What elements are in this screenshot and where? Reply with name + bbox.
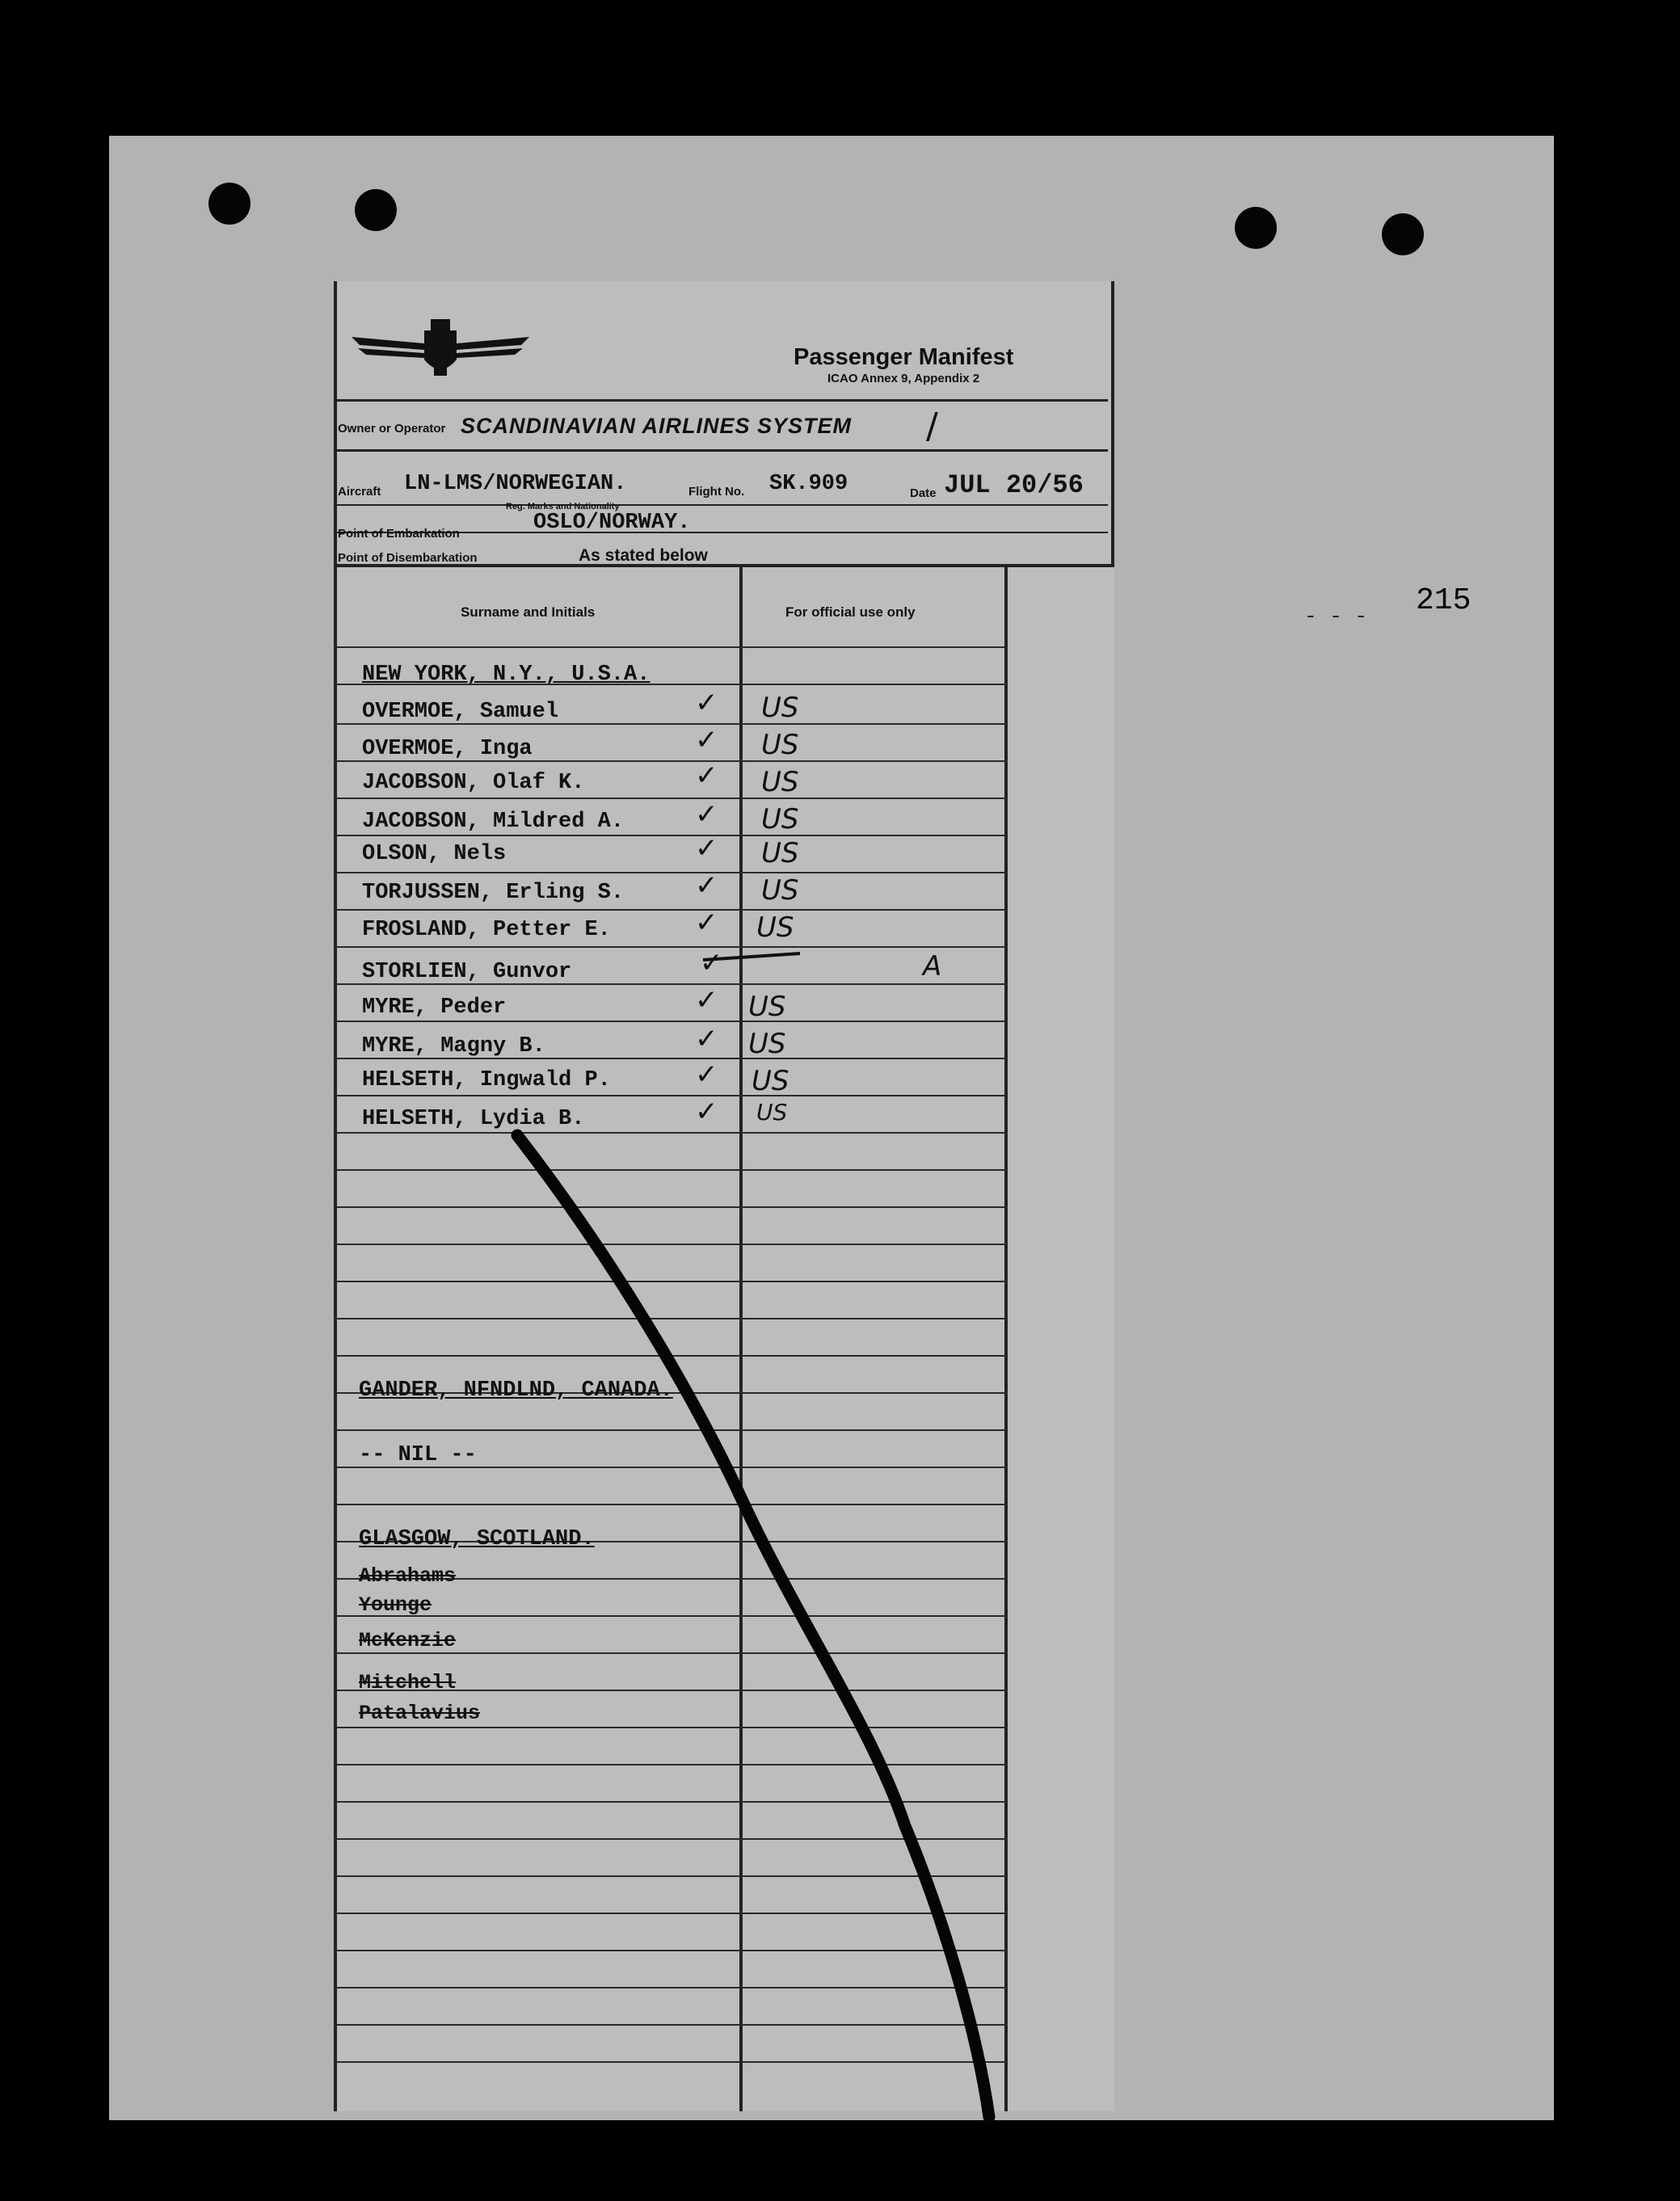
row-rule [334, 872, 1008, 873]
row-rule [334, 1950, 1008, 1951]
form-title: Passenger Manifest [794, 344, 1014, 370]
row-rule [334, 1615, 1008, 1617]
row-rule [334, 1169, 1008, 1171]
check-mark: ✓ [695, 1058, 718, 1091]
official-mark: US [756, 1099, 788, 1126]
check-mark: ✓ [695, 1096, 718, 1128]
row-rule [334, 1652, 1008, 1654]
row-rule [334, 1281, 1008, 1282]
check-mark: ✓ [695, 798, 718, 831]
passenger-name: HELSETH, Lydia B. [362, 1107, 585, 1131]
passenger-name: JACOBSON, Mildred A. [362, 810, 625, 834]
official-mark: US [761, 803, 799, 835]
column-header-official: For official use only [785, 604, 916, 620]
rule [334, 449, 1108, 452]
column-header-names: Surname and Initials [461, 604, 596, 620]
official-mark: US [761, 874, 799, 907]
struck-passenger: Abrahams [359, 1564, 457, 1588]
check-mark: ✓ [695, 687, 718, 719]
disembarkation-value: As stated below [579, 546, 708, 565]
row-rule [334, 1764, 1008, 1765]
row-rule [334, 1206, 1008, 1208]
punch-hole [1382, 213, 1424, 255]
row-rule [334, 1021, 1008, 1022]
row-rule [334, 1244, 1008, 1245]
check-mark: ✓ [695, 907, 718, 939]
passenger-name: OVERMOE, Inga [362, 737, 533, 761]
check-mark: ✓ [695, 984, 718, 1016]
flight-no-label: Flight No. [688, 485, 745, 499]
punch-hole [1235, 207, 1277, 249]
check-mark: ✓ [695, 1023, 718, 1055]
official-mark: US [748, 991, 786, 1023]
row-rule [334, 1132, 1008, 1134]
check-mark: ✓ [695, 869, 718, 902]
disembarkation-label: Point of Disembarkation [338, 551, 478, 565]
flight-no-value: SK.909 [769, 472, 848, 496]
check-mark: ✓ [695, 760, 718, 792]
row-rule [334, 1727, 1008, 1728]
official-mark: US [761, 766, 799, 798]
page-tick-marks: - - - [1304, 604, 1368, 629]
section-heading: GANDER, NFNDLND, CANADA. [359, 1378, 673, 1403]
passenger-name: OLSON, Nels [362, 842, 507, 866]
page-number: 215 [1416, 583, 1472, 618]
official-mark: A [923, 950, 942, 983]
passenger-name: MYRE, Magny B. [362, 1034, 545, 1058]
row-rule [334, 797, 1008, 799]
row-rule [334, 1504, 1008, 1505]
struck-passenger: Mitchell [359, 1671, 457, 1694]
row-rule [334, 646, 1008, 648]
embarkation-label: Point of Embarkation [338, 527, 460, 541]
nil-note: -- NIL -- [359, 1443, 477, 1467]
row-rule [334, 1913, 1008, 1914]
struck-passenger: McKenzie [359, 1629, 457, 1652]
row-rule [334, 2024, 1008, 2026]
aircraft-label: Aircraft [338, 485, 381, 499]
row-rule [334, 1355, 1008, 1357]
row-rule [334, 1987, 1008, 1988]
passenger-name: HELSETH, Ingwald P. [362, 1068, 611, 1092]
row-rule [334, 1095, 1008, 1096]
official-mark: US [761, 692, 799, 724]
check-mark: ✓ [695, 724, 718, 756]
passenger-name: TORJUSSEN, Erling S. [362, 881, 625, 905]
row-rule [334, 2061, 1008, 2063]
aircraft-value: LN-LMS/NORWEGIAN. [404, 472, 627, 496]
embarkation-value: OSLO/NORWAY. [533, 511, 691, 535]
official-mark: US [748, 1028, 786, 1060]
row-rule [334, 1838, 1008, 1840]
passenger-name: MYRE, Peder [362, 995, 507, 1020]
date-label: Date [910, 486, 937, 500]
punch-hole [208, 183, 251, 225]
rule [334, 399, 1108, 402]
official-mark: US [756, 911, 794, 944]
passenger-name: JACOBSON, Olaf K. [362, 771, 585, 795]
airline-logo-icon [343, 311, 537, 384]
struck-passenger: Patalavius [359, 1702, 481, 1725]
passenger-name: OVERMOE, Samuel [362, 700, 559, 724]
check-mark: ✓ [695, 832, 718, 865]
section-heading: GLASGOW, SCOTLAND. [359, 1527, 595, 1551]
check-mark: ✓ [700, 947, 723, 979]
row-rule [334, 1318, 1008, 1319]
row-rule [334, 1875, 1008, 1877]
official-mark: US [761, 837, 799, 869]
reg-marks-label: Reg. Marks and Nationality [506, 502, 620, 511]
official-mark: US [761, 729, 799, 761]
official-mark: US [752, 1065, 789, 1097]
form-subtitle: ICAO Annex 9, Appendix 2 [827, 372, 980, 385]
rule [334, 504, 1108, 506]
owner-tick: / [926, 406, 938, 447]
row-rule [334, 835, 1008, 836]
passenger-name: STORLIEN, Gunvor [362, 960, 572, 984]
struck-passenger: Younge [359, 1593, 432, 1617]
row-rule [334, 1801, 1008, 1803]
passenger-name: FROSLAND, Petter E. [362, 918, 611, 942]
date-value: JUL 20/56 [944, 470, 1084, 500]
punch-hole [355, 189, 397, 231]
row-rule [334, 946, 1008, 948]
owner-value: SCANDINAVIAN AIRLINES SYSTEM [461, 414, 853, 438]
section-heading: NEW YORK, N.Y., U.S.A. [362, 663, 651, 687]
row-rule [334, 1429, 1008, 1431]
row-rule [334, 909, 1008, 911]
owner-label: Owner or Operator [338, 422, 446, 436]
